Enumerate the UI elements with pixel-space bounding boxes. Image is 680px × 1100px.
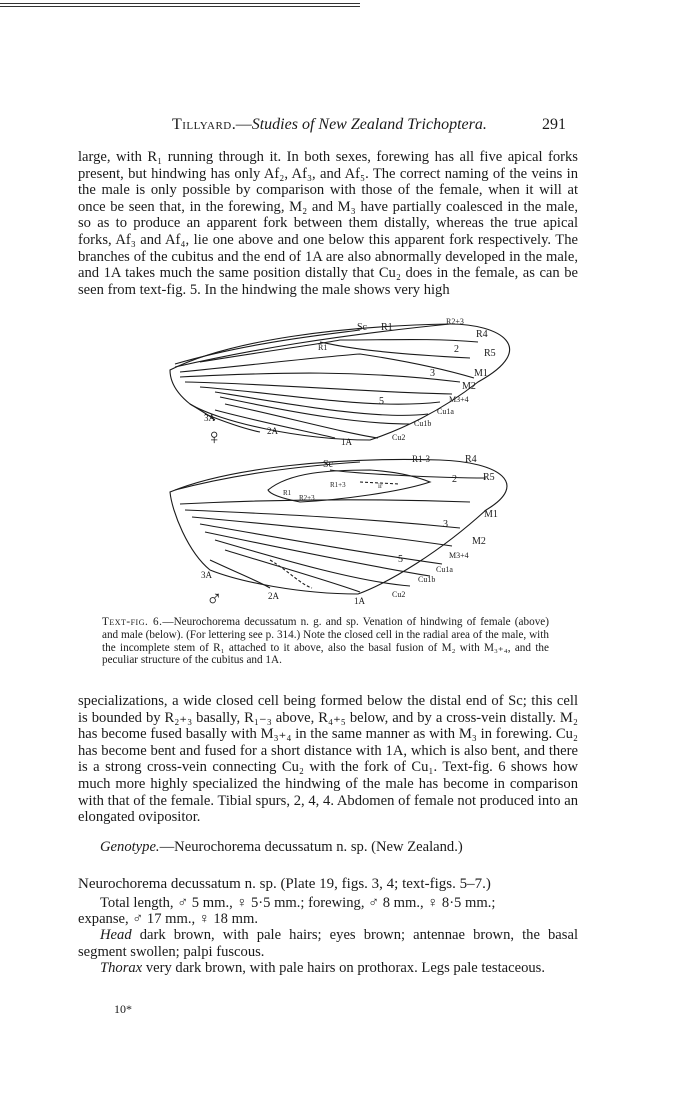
male-label-r5: R5	[483, 472, 495, 483]
measurements-line-2: expanse, ♂ 17 mm., ♀ 18 mm.	[78, 911, 258, 927]
female-label-3a: 3A	[204, 413, 215, 423]
genotype-line: Genotype.—Neurochorema decussatum n. sp. (New Zealand.)	[100, 839, 463, 855]
thorax-description: Thorax very dark brown, with pale hairs on prothorax. Legs pale testaceous.	[100, 960, 545, 976]
male-label-m2: M2	[472, 536, 486, 547]
paragraph-1: large, with R₁ running through it. In both sexes, forewing has all five apical forks present, but hindwing has only Af₂, Af₃, and Af₅. The correct naming of the veins in the male is only possible by comparison with those of the female, when it will at once be seen that, in the forewing, M₂ and M₃ have partially coalesced in the male, so as to produce an apparent fork between them distally, whereas the true apical forks, Af₃ and Af₄, lie one above and one below this apparent fork respectively. The branches of the cubitus and the end of 1A are also abnormally developed in the male, and 1A takes much the same position distally that Cu₂ does in the female, as can be seen from text-fig. 5. In the hindwing the male shows very high	[78, 149, 578, 298]
top-rule-2	[0, 6, 360, 7]
male-cell-r23: R2+3	[299, 494, 315, 502]
wing-venation-figure	[0, 312, 680, 612]
female-label-r23: R2+3	[446, 317, 464, 326]
female-label-m1: M1	[474, 368, 488, 379]
male-label-3a: 3A	[201, 570, 212, 580]
head-description: Head dark brown, with pale hairs; eyes brown; antennae brown, the basal segment swollen; palpi fuscous.	[78, 927, 578, 960]
page-number: 291	[542, 116, 566, 133]
female-label-cu2: Cu2	[392, 433, 406, 442]
female-cell-r1: R1	[318, 343, 328, 352]
male-label-r4: R4	[465, 454, 477, 465]
male-label-cu2: Cu2	[392, 590, 406, 599]
female-label-cu1b: Cu1b	[414, 419, 432, 428]
caption-text: —Neurochorema decussatum n. g. and sp. Venation of hindwing of female (above) and male (below). (For lettering see p. 314.) Note the closed cell in the radial area of the male, with the incomplete stem of R₁ attached to it above, also the basal fusion of M₂ with M₃₊₄, and the peculiar structure of the cubitus and 1A.	[102, 616, 549, 667]
running-header	[0, 116, 680, 136]
running-title: Tillyard.—Studies of New Zealand Trichoptera.	[172, 116, 487, 133]
male-symbol: ♂	[206, 586, 223, 611]
signature-mark: 10*	[114, 1002, 132, 1016]
female-label-r1: R1	[381, 322, 393, 333]
male-cell-2: 2	[452, 474, 457, 485]
male-label-m1: M1	[484, 509, 498, 520]
male-cell-r1: R1	[283, 489, 292, 497]
paragraph-2: specializations, a wide closed cell being formed below the distal end of Sc; this cell is bounded by R₂₊₃ basally, R₁₋₃ above, R₄₊₅ below, and by a cross-vein distally. M₂ has become fused basally with M₃₊₄ in the same manner as with M₃ in forewing. Cu₂ has become bent and fused for a short distance with 1A, which is also bent, and there is a strong cross-vein connecting Cu₂ with the fork of Cu₁. Text-fig. 6 shows how much more highly specialized the hindwing of the male has become in comparison with that of the female. Tibial spurs, 2, 4, 4. Abdomen of female not produced into an elongated ovipositor.	[78, 693, 578, 826]
female-label-m34: M3+4	[449, 395, 469, 404]
female-label-1a: 1A	[341, 437, 352, 447]
female-cell-2: 2	[454, 344, 459, 355]
female-label-r4: R4	[476, 329, 488, 340]
figure-caption	[102, 616, 549, 667]
female-hindwing	[170, 324, 510, 440]
male-label-m34: M3+4	[449, 551, 469, 560]
male-label-r13: R1-3	[412, 454, 430, 464]
male-label-cu1b: Cu1b	[418, 575, 436, 584]
male-label-2a: 2A	[268, 591, 279, 601]
top-rule	[0, 3, 360, 4]
female-label-r5: R5	[484, 348, 496, 359]
female-label-m2: M2	[462, 381, 476, 392]
male-cell-ir: ir	[378, 482, 383, 490]
male-label-cu1a: Cu1a	[436, 565, 453, 574]
female-label-2a: 2A	[267, 426, 278, 436]
male-label-1a: 1A	[354, 596, 365, 606]
male-cell-5: 5	[398, 554, 403, 565]
measurements-line-1: Total length, ♂ 5 mm., ♀ 5·5 mm.; forewing, ♂ 8 mm., ♀ 8·5 mm.;	[100, 895, 496, 911]
male-label-sc: Sc	[323, 459, 333, 470]
female-label-cu1a: Cu1a	[437, 407, 454, 416]
female-cell-3: 3	[430, 368, 435, 379]
female-symbol: ♀	[206, 424, 223, 449]
male-cell-r13: R1+3	[330, 481, 346, 489]
caption-label: Text-fig. 6.	[102, 616, 163, 628]
female-label-sc: Sc	[357, 322, 367, 333]
species-heading: Neurochorema decussatum n. sp. (Plate 19, figs. 3, 4; text-figs. 5–7.)	[78, 876, 491, 892]
female-cell-5: 5	[379, 396, 384, 407]
male-cell-3: 3	[443, 519, 448, 530]
